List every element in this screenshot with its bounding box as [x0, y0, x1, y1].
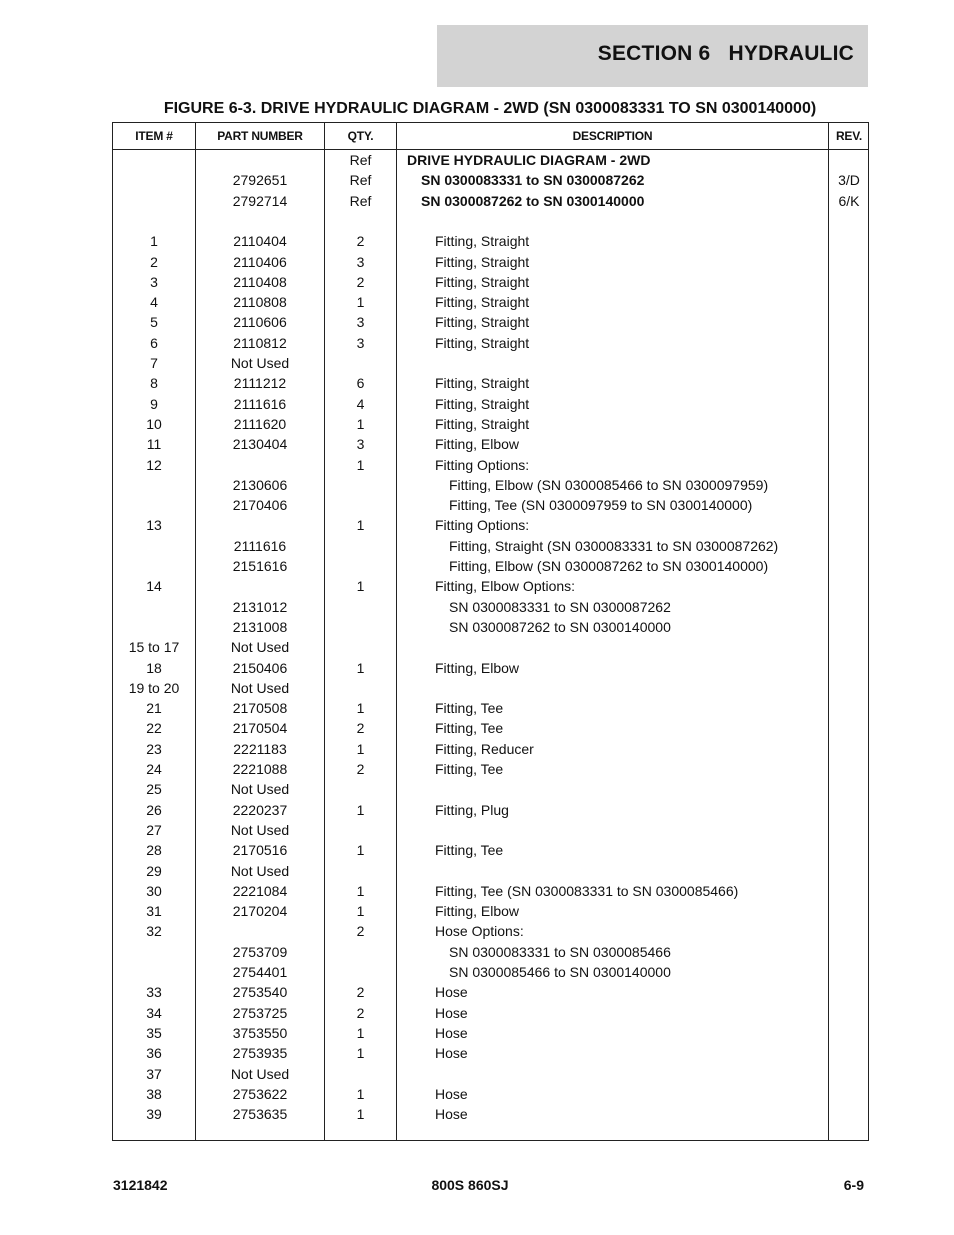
item-number: 23	[146, 740, 162, 757]
quantity: 1	[356, 1045, 365, 1062]
part-number: Not Used	[230, 821, 290, 838]
description: SN 0300087262 to SN 0300140000	[449, 618, 671, 635]
part-number: 2110408	[233, 273, 287, 290]
table-row	[113, 800, 868, 820]
quantity: Ref	[349, 172, 372, 189]
table-row	[113, 840, 868, 860]
part-number: 2170508	[232, 700, 288, 717]
part-number: 2753709	[232, 943, 288, 960]
description: SN 0300085466 to SN 0300140000	[449, 964, 671, 980]
item-number: 38	[146, 1085, 162, 1102]
description: Fitting, Straight (SN 0300083331 to SN 0300087262)	[449, 537, 779, 554]
part-number: 2753622	[232, 1085, 288, 1102]
item-number: 33	[146, 984, 162, 1001]
description: Fitting, Elbow (SN 0300085466 to SN 0300097959)	[449, 476, 769, 493]
part-number: 2753725	[232, 1004, 288, 1021]
part-number: 2111620	[233, 415, 287, 432]
table-row	[113, 718, 868, 738]
quantity: 2	[356, 1004, 365, 1021]
part-number: 3753550	[232, 1024, 288, 1041]
item-number: 8	[150, 375, 158, 392]
part-number: 2111616	[233, 395, 287, 412]
part-number: Not Used	[230, 862, 290, 879]
part-number: 2753635	[232, 1106, 288, 1123]
table-row	[113, 252, 868, 272]
table-row	[113, 921, 868, 941]
item-number: 13	[146, 517, 162, 534]
parts-table	[112, 122, 869, 1141]
part-number: 2792714	[232, 192, 288, 209]
item-number: 5	[150, 314, 158, 331]
table-row	[113, 982, 868, 1002]
part-number: 2110812	[233, 334, 287, 351]
item-number: 11	[146, 436, 162, 453]
part-number: 2111616	[233, 537, 287, 554]
quantity: 1	[356, 659, 365, 676]
part-number: 2110606	[233, 314, 287, 331]
table-row	[113, 637, 868, 657]
table-row	[113, 515, 868, 535]
part-number: 2170406	[232, 497, 288, 514]
item-number: 2	[150, 253, 158, 270]
table-row	[113, 312, 868, 332]
table-row	[113, 1043, 868, 1063]
description: Hose	[435, 1004, 468, 1021]
item-number: 15 to 17	[128, 639, 180, 656]
item-number: 25	[146, 781, 162, 798]
description: Fitting Options:	[435, 456, 530, 473]
description: Fitting, Elbow Options:	[435, 578, 576, 595]
item-number: 28	[146, 842, 162, 859]
table-row	[113, 1064, 868, 1084]
description: Fitting, Straight	[435, 314, 530, 331]
part-number: 2221088	[232, 761, 288, 777]
description: Fitting, Straight	[435, 415, 530, 432]
revision: 3/D	[838, 172, 860, 189]
header-description: DESCRIPTION	[572, 129, 653, 143]
description: DRIVE HYDRAULIC DIAGRAM - 2WD	[407, 152, 651, 168]
part-number: 2131012	[232, 598, 288, 615]
table-row	[113, 272, 868, 292]
item-number: 18	[146, 659, 162, 676]
quantity: 1	[356, 882, 365, 899]
item-number: 4	[150, 294, 158, 311]
item-number: 34	[146, 1004, 162, 1021]
quantity: 2	[356, 720, 365, 737]
item-number: 27	[146, 821, 162, 838]
table-row	[113, 1003, 868, 1023]
part-number: 2150406	[232, 659, 288, 676]
description: Fitting, Elbow (SN 0300087262 to SN 0300140000)	[449, 558, 769, 574]
description: Fitting, Elbow	[435, 659, 520, 676]
table-row	[113, 597, 868, 617]
table-row	[113, 170, 868, 190]
table-row	[113, 779, 868, 799]
quantity: 4	[356, 395, 365, 412]
part-number: 2753935	[232, 1045, 288, 1062]
table-row	[113, 881, 868, 901]
description: Fitting, Reducer	[435, 740, 534, 757]
description: Hose	[435, 1045, 468, 1062]
description: Fitting, Elbow	[435, 903, 520, 920]
quantity: 3	[356, 314, 365, 331]
table-row	[113, 231, 868, 251]
quantity: 2	[356, 923, 365, 940]
table-row	[113, 962, 868, 982]
table-row	[113, 1104, 868, 1124]
description: Fitting, Straight	[435, 253, 530, 270]
quantity: 1	[356, 456, 365, 473]
part-number: 2170204	[232, 903, 288, 920]
table-row	[113, 1023, 868, 1043]
table-row	[113, 617, 868, 637]
part-number: Not Used	[230, 639, 290, 656]
quantity: 1	[356, 842, 365, 859]
header-rev: REV.	[835, 129, 863, 143]
item-number: 36	[146, 1045, 162, 1062]
item-number: 29	[146, 862, 162, 879]
item-number: 6	[150, 334, 158, 351]
table-row	[113, 759, 868, 779]
footer-page-number: 6-9	[843, 1177, 864, 1193]
item-number: 21	[146, 700, 162, 717]
header-qty: QTY.	[347, 129, 374, 143]
part-number: 2111212	[233, 375, 287, 392]
quantity: Ref	[349, 152, 372, 168]
quantity: 2	[356, 984, 365, 1001]
item-number: 30	[146, 882, 162, 899]
part-number: 2221084	[232, 882, 288, 899]
table-row	[113, 739, 868, 759]
footer-model: 800S 860SJ	[431, 1177, 509, 1193]
part-number: 2220237	[232, 801, 288, 818]
item-number: 3	[150, 273, 158, 290]
part-number: 2110808	[233, 294, 287, 311]
table-row	[113, 150, 868, 170]
table-row	[113, 698, 868, 718]
quantity: 1	[356, 1085, 365, 1102]
item-number: 22	[146, 720, 162, 737]
quantity: 1	[356, 700, 365, 717]
part-number: 2110406	[233, 253, 287, 270]
description: Fitting, Straight	[435, 273, 530, 290]
part-number: 2792651	[232, 172, 288, 189]
item-number: 14	[146, 578, 162, 595]
footer-document-number: 3121842	[113, 1177, 168, 1193]
description: Hose Options:	[435, 923, 524, 940]
item-number: 19 to 20	[128, 679, 180, 696]
description: Fitting, Straight	[435, 294, 530, 311]
part-number: 2110404	[233, 233, 287, 250]
description: Fitting, Tee	[435, 761, 504, 777]
description: SN 0300083331 to SN 0300087262	[421, 172, 645, 189]
revision: 6/K	[838, 192, 860, 209]
part-number: 2130404	[232, 436, 288, 453]
table-row	[113, 333, 868, 353]
item-number: 39	[146, 1106, 162, 1123]
description: Fitting, Straight	[435, 233, 530, 250]
part-number: 2151616	[232, 558, 288, 574]
description: Fitting Options:	[435, 517, 530, 534]
description: Fitting, Straight	[435, 375, 530, 392]
quantity: 1	[356, 903, 365, 920]
quantity: 1	[356, 517, 365, 534]
table-row	[113, 658, 868, 678]
table-row	[113, 861, 868, 881]
table-row	[113, 434, 868, 454]
description: Fitting, Elbow	[435, 436, 520, 453]
description: SN 0300083331 to SN 0300085466	[449, 943, 671, 960]
part-number: Not Used	[230, 355, 290, 371]
table-row	[113, 373, 868, 393]
quantity: 1	[356, 294, 365, 311]
item-number: 31	[146, 903, 162, 920]
item-number: 10	[146, 415, 162, 432]
table-row	[113, 495, 868, 515]
description: Fitting, Tee (SN 0300083331 to SN 0300085466)	[435, 882, 739, 899]
table-row	[113, 820, 868, 840]
description: Fitting, Straight	[435, 395, 530, 412]
item-number: 32	[146, 923, 162, 940]
table-row	[113, 1084, 868, 1104]
part-number: 2753540	[232, 984, 288, 1001]
description: Fitting, Plug	[435, 801, 509, 818]
table-row	[113, 678, 868, 698]
description: Hose	[435, 1106, 468, 1123]
part-number: Not Used	[230, 781, 290, 798]
item-number: 12	[146, 456, 162, 473]
description: Fitting, Tee	[435, 700, 504, 717]
quantity: 1	[356, 1024, 365, 1041]
item-number: 37	[146, 1065, 162, 1082]
table-row	[113, 576, 868, 596]
table-row	[113, 536, 868, 556]
part-number: 2130606	[232, 476, 288, 493]
quantity: 1	[356, 415, 365, 432]
description: SN 0300087262 to SN 0300140000	[421, 192, 645, 209]
quantity: 2	[356, 761, 365, 777]
item-number: 9	[150, 395, 158, 412]
header-item: ITEM #	[135, 129, 173, 143]
quantity: 1	[356, 740, 365, 757]
quantity: 3	[356, 253, 365, 270]
quantity: Ref	[349, 192, 372, 209]
description: Fitting, Tee	[435, 842, 504, 859]
table-row	[113, 292, 868, 312]
item-number: 7	[150, 355, 158, 371]
table-row	[113, 414, 868, 434]
item-number: 24	[146, 761, 162, 777]
table-row	[113, 901, 868, 921]
table-row	[113, 942, 868, 962]
part-number: 2131008	[232, 618, 288, 635]
table-row	[113, 455, 868, 475]
quantity: 1	[356, 801, 365, 818]
header-part-number: PART NUMBER	[217, 129, 303, 143]
quantity: 1	[356, 1106, 365, 1123]
table-row	[113, 191, 868, 211]
description: Hose	[435, 1024, 468, 1041]
part-number: 2221183	[233, 740, 287, 757]
item-number: 1	[150, 233, 158, 250]
table-row	[113, 556, 868, 576]
description: Hose	[435, 1085, 468, 1102]
quantity: 3	[356, 436, 365, 453]
description: Fitting, Tee	[435, 720, 504, 737]
item-number: 35	[146, 1024, 162, 1041]
description: SN 0300083331 to SN 0300087262	[449, 598, 671, 615]
table-row	[113, 394, 868, 414]
part-number: 2170516	[232, 842, 288, 859]
part-number: Not Used	[230, 1065, 290, 1082]
quantity: 2	[356, 233, 365, 250]
quantity: 2	[356, 273, 365, 290]
section-header	[437, 25, 868, 87]
figure-title: FIGURE 6-3. DRIVE HYDRAULIC DIAGRAM - 2WD (SN 0300083331 TO SN 0300140000)	[163, 100, 817, 117]
description: Hose	[435, 984, 468, 1001]
part-number: 2754401	[232, 964, 288, 980]
description: Fitting, Tee (SN 0300097959 to SN 0300140000)	[449, 497, 753, 514]
section-title: SECTION 6 HYDRAULIC	[597, 42, 854, 65]
table-row	[113, 475, 868, 495]
part-number: Not Used	[230, 679, 290, 696]
part-number: 2170504	[232, 720, 288, 737]
item-number: 26	[146, 801, 162, 818]
quantity: 6	[356, 375, 365, 392]
description: Fitting, Straight	[435, 334, 530, 351]
table-row	[113, 353, 868, 373]
quantity: 3	[356, 334, 365, 351]
quantity: 1	[356, 578, 365, 595]
